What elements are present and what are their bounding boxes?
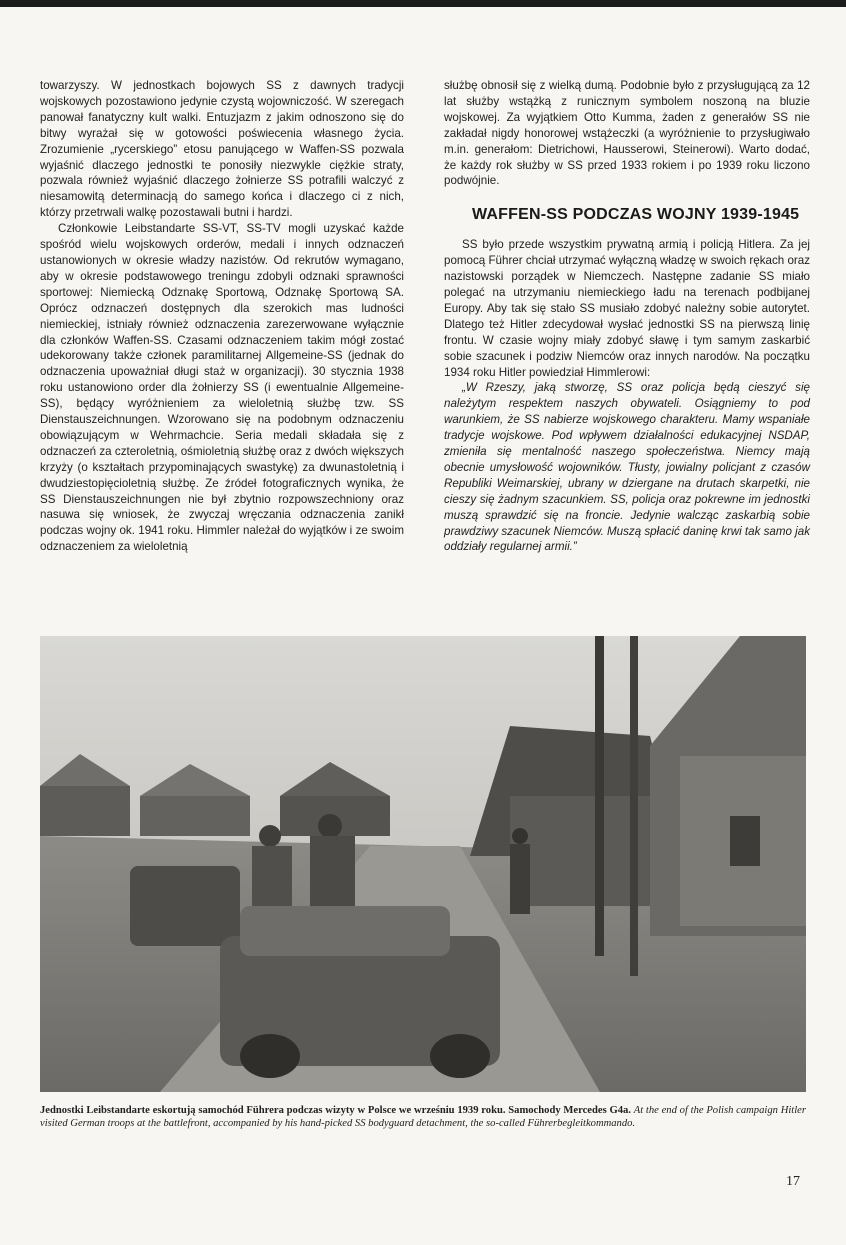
hitler-quote: „W Rzeszy, jaką stworzę, SS oraz policja będą cieszyć się należytym respektem naszych obywateli. Osiągniemy to pod warunkiem, że SS nabierze wojskowego charakteru. Mamy wspaniałe tradycje wojskowe. Pod wpływem działalności edukacyjnej NSDAP, zmieniła się mentalność naszego społeczeństwa. Niemcy mają obecnie umysłowość wojowników. Tłusty, jowialny policjant z czasów Republiki Weimarskiej, ubrany w dziergane na drutach skarpetki, nie cieszy się żadnym szacunkiem. SS, policja oraz pokrewne im jednostki muszą sprawdzić się na froncie. Jedynie walcząc zaskarbią sobie prawdziwy szacunek Niemców. Muszą spłacić daninę krwi tak samo jak oddziały regularnej armii.” (444, 381, 810, 554)
right-paragraph-1: służbę obnosił się z wielką dumą. Podobnie było z przysługującą za 12 lat służby wstążką z runicznym symbolem noszoną na bluzie wojskowej. Za wyjątkiem Otto Kumma, żaden z generałów SS nie zakładał nigdy honorowej wstążeczki (a wyróżnienie to przysługiwało m.in. generałom: Dietrichowi, Hausserowi, Steinerowi). Warto dodać, że każdy rok służby w SS przed 1933 rokiem i po 1939 roku liczono podwójnie. (444, 79, 810, 188)
left-paragraph-1: towarzyszy. W jednostkach bojowych SS z dawnych tradycji wojskowych pozostawiono jedynie czystą wojowniczość. W szeregach panował fanatyczny kult walki. Entuzjazm z jakim odnoszono się do bitwy wyrażał się w gotowości poświecenia własnego życia. Zrozumienie „rycerskiego” etosu panującego w Waffen-SS pozwala wyjaśnić dlaczego jednostki te ponosiły niezwykle ciężkie straty, pozwala również wyjaśnić dlaczego żołnierze SS potrafili walczyć z niesamowitą determinacją do samego końca i dlaczego ci z nich, którzy przetrwali walkę pozostawali butni i hardzi. (40, 79, 404, 220)
caption-english: At the end of the Polish campaign Hitler visited German troops at the battlefront, accompanied by his hand-picked SS bodyguard detachment, the so-called Führerbegleitkommando. (40, 1105, 806, 1129)
caption-polish: Jednostki Leibstandarte eskortują samochód Führera podczas wizyty w Polsce we wrześniu 1939 roku. Samochody Mercedes G4a. (40, 1105, 631, 1116)
top-edge-bar (0, 0, 846, 7)
page-number: 17 (786, 1174, 800, 1189)
section-heading: WAFFEN-SS PODCZAS WOJNY 1939-1945 (472, 206, 800, 224)
photo-caption (40, 1104, 806, 1130)
left-paragraph-2: Członkowie Leibstandarte SS-VT, SS-TV mogli uzyskać każde spośród wielu wojskowych orderów, medali i innych odznaczeń ustanowionych w okresie władzy nazistów. Od rekrutów wymagano, aby w okresie podstawowego treningu zdobyli odznaki sprawności sportowej: Niemiecką Odznakę Sportową, Odznakę Sportową SA. Oprócz odznaczeń dostępnych dla szerokich mas ludności niemieckiej, istniały również odznaczenia zarezerwowane wyłącznie dla członków Waffen-SS. Czasami odznaczeniem takim mógł zostać udekorowany także członek paramilitarnej Allgemeine-SS (jednak do odznaczenia upoważniał długi staż w organizacji). 30 stycznia 1938 roku ustanowiono order dla żołnierzy SS (i ewentualnie Allgemeine-SS), będący wyróżnieniem za wieloletnią służbę tzw. SS Dienstauszeichnungen. Wzorowano się na podobnym odznaczeniu obowiązującym w Wehrmachcie. Seria medali składała się z odznaczeń za czteroletnią, ośmioletnią służbę oraz z dwóch większych krzyży (o kształtach przypominających swastykę) za dwunastoletnią i dwudziestopięcioletnią służbę. Ze źródeł fotograficznych wynika, że SS Dienstauszeichnungen nie był zbytnio rozpowszechniony oraz nasuwa się wniosek, że zwyczaj wręczania odznaczenia zanikł podczas wojny ok. 1941 roku. Himmler należał do wyjątków i ze swoim odznaczeniem za wieloletnią (40, 222, 404, 554)
historical-photograph (40, 636, 806, 1092)
right-text-column (444, 78, 810, 555)
right-paragraph-2: SS było przede wszystkim prywatną armią i policją Hitlera. Za jej pomocą Führer chciał utrzymać wyłączną władzę w swoich rękach oraz nazistowski porządek w Niemczech. Następne zadanie SS miało polegać na utrzymaniu niemieckiego ładu na terenach podbijanej Europy. Aby tak się stało SS musiało zdobyć należny sobie autorytet. Dlatego też Hitler zdecydował wysłać jednostki SS na pierwszą linię frontu. W czasie wojny miały zdobyć sławę i tym samym zaskarbić sobie szacunek i podziw Niemców oraz innych narodów. Na początku 1934 roku Hitler powiedział Himmlerowi: (444, 238, 810, 379)
left-text-column (40, 78, 404, 555)
photo-illustration (40, 636, 806, 1092)
